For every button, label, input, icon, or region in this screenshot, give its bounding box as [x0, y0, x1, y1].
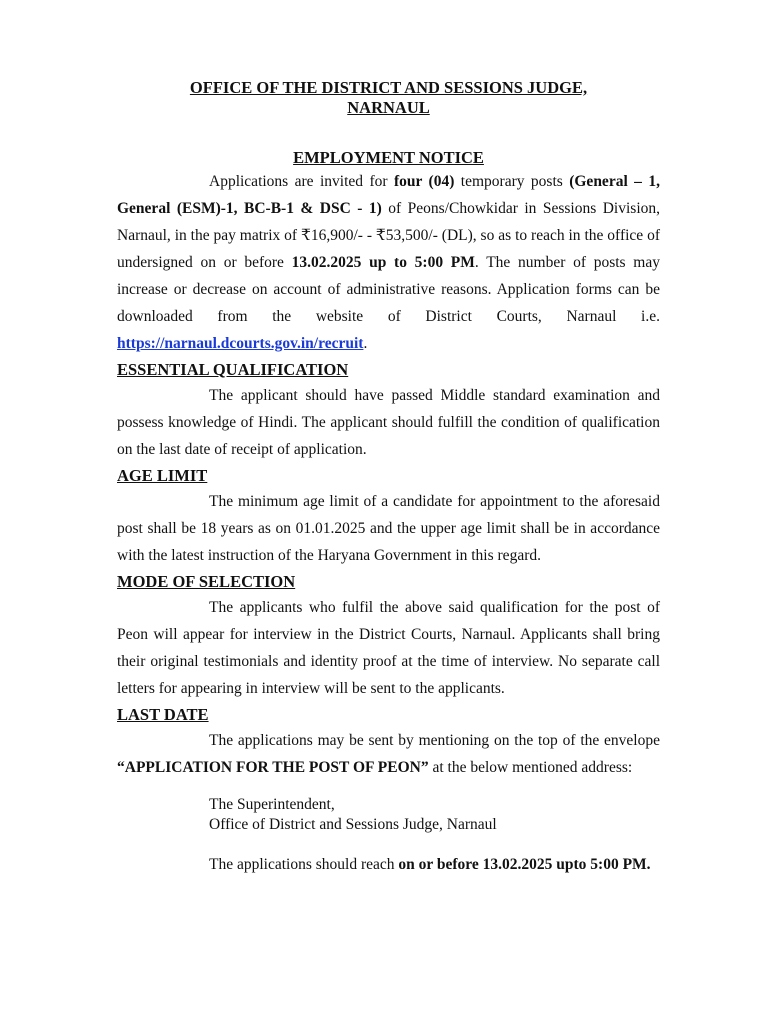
- last-date-text-2: at the below mentioned address:: [428, 759, 633, 776]
- mode-of-selection-heading: MODE OF SELECTION: [117, 572, 296, 591]
- intro-text-2: temporary posts: [454, 173, 570, 190]
- office-title-line2: NARNAUL: [347, 98, 430, 117]
- age-limit-heading: AGE LIMIT: [117, 466, 208, 485]
- office-title: [117, 78, 660, 118]
- reach-deadline-text: [117, 851, 660, 878]
- intro-text-1: Applications are invited for: [209, 173, 394, 190]
- mode-of-selection-text: The applicants who fulfil the above said qualification for the post of Peon will appear for interview in the District Courts, Narnaul. Applicants shall bring their original testimonials and identity proof at the time of interview. No separate call letters for appearing in interview will be sent to the applicants.: [117, 599, 660, 697]
- reach-deadline: on or before 13.02.2025 upto 5:00 PM.: [398, 856, 651, 873]
- envelope-label: “APPLICATION FOR THE POST OF PEON”: [117, 759, 429, 776]
- address-line-1: The Superintendent,: [209, 796, 335, 813]
- intro-text-4: . The number of posts may increase or decrease on account of administrative reasons. Application forms can be downloaded from the website of District Courts, Narnaul i.e.: [117, 254, 660, 325]
- posts-count: four (04): [393, 173, 455, 190]
- age-limit-text: The minimum age limit of a candidate for appointment to the aforesaid post shall be 18 years as on 01.01.2025 and the upper age limit shall be in accordance with the latest instruction of the Haryana Government in this regard.: [117, 493, 660, 564]
- deadline-text: 13.02.2025 up to 5:00 PM: [291, 254, 475, 271]
- reach-text-1: The applications should reach: [209, 856, 399, 873]
- intro-text-5: .: [363, 335, 368, 352]
- essential-qualification-heading: ESSENTIAL QUALIFICATION: [117, 360, 349, 379]
- last-date-heading: LAST DATE: [117, 705, 209, 724]
- last-date-text: [117, 727, 660, 781]
- notice-title: EMPLOYMENT NOTICE: [293, 148, 484, 167]
- last-date-text-1: The applications may be sent by mentioning on the top of the envelope: [209, 732, 660, 749]
- essential-qualification-text: The applicant should have passed Middle standard examination and possess knowledge of Hindi. The applicant should fulfill the condition of qualification on the last date of receipt of application.: [117, 387, 660, 458]
- address-line-2: Office of District and Sessions Judge, Narnaul: [209, 816, 497, 833]
- office-title-line1: OFFICE OF THE DISTRICT AND SESSIONS JUDGE,: [189, 78, 588, 97]
- intro-text-3: of Peons/Chowkidar in Sessions Division, Narnaul, in the pay matrix of ₹16,900/- - ₹53,500/- (DL), so as to reach in the office of undersigned on or before: [117, 200, 661, 271]
- posts-category: (General – 1, General (ESM)-1, BC-B-1 & DSC - 1): [117, 173, 660, 217]
- intro-paragraph: [117, 168, 660, 357]
- recruit-link[interactable]: https://narnaul.dcourts.gov.in/recruit: [117, 335, 364, 352]
- address-block: [209, 795, 660, 835]
